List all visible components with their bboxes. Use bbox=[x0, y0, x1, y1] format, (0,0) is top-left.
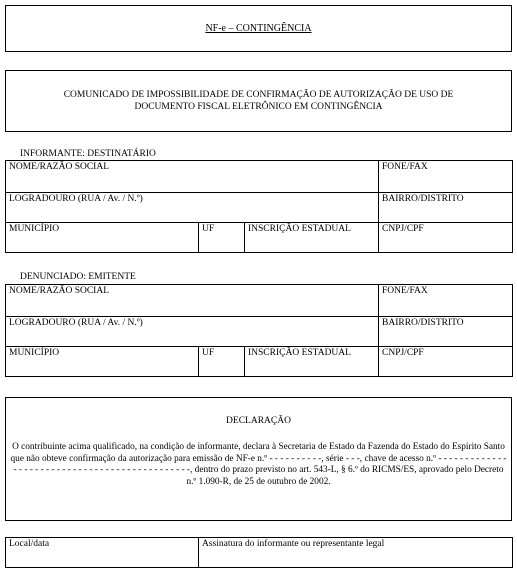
informante-name-field[interactable]: NOME/RAZÃO SOCIAL bbox=[6, 161, 379, 193]
informante-address-field[interactable]: LOGRADOURO (RUA / Av. / N.º) bbox=[6, 193, 379, 223]
denunciado-phone-field[interactable]: FONE/FAX bbox=[379, 285, 513, 317]
denunciado-city-field[interactable]: MUNICÍPIO bbox=[6, 347, 199, 377]
informante-label: INFORMANTE: DESTINATÁRIO bbox=[20, 149, 156, 159]
denunciado-uf-field[interactable]: UF bbox=[199, 347, 245, 377]
communication-heading: COMUNICADO DE IMPOSSIBILIDADE DE CONFIRMAÇÃO DE AUTORIZAÇÃO DE USO DE DOCUMENTO FISCAL ELETRÔNICO EM CONTINGÊNCIA bbox=[63, 90, 454, 112]
communication-box bbox=[5, 70, 512, 132]
title-box bbox=[5, 5, 512, 52]
denunciado-district-field[interactable]: BAIRRO/DISTRITO bbox=[379, 317, 513, 347]
denunciado-address-field[interactable]: LOGRADOURO (RUA / Av. / N.º) bbox=[6, 317, 379, 347]
declaration-title: DECLARAÇÃO bbox=[226, 416, 291, 426]
denunciado-name-field[interactable]: NOME/RAZÃO SOCIAL bbox=[6, 285, 379, 317]
declaration-box bbox=[5, 397, 512, 521]
declaration-body: O contribuinte acima qualificado, na condição de informante, declara à Secretaria de Estado da Fazenda do Estado do Espírito Santo que não obteve confirmação da autorização para emissão de NF-e n.º - - - - - - - - - -, série - - -, chave de acesso n.º - - - - - - - - - - - - - - - - - - - - - - - - - - - - - - - - - - - - - - - - - - - - - -, dentro do prazo previsto no art. 543-L, § 6.º do RICMS/ES, aprovado pelo Decreto n.º 1.090-R, de 25 de outubro de 2002. bbox=[10, 442, 507, 487]
denunciado-table bbox=[5, 284, 513, 377]
signature-table bbox=[5, 537, 513, 568]
informante-uf-field[interactable]: UF bbox=[199, 223, 245, 253]
informante-phone-field[interactable]: FONE/FAX bbox=[379, 161, 513, 193]
place-date-field[interactable]: Local/data bbox=[6, 538, 199, 568]
informante-table bbox=[5, 160, 513, 253]
informante-district-field[interactable]: BAIRRO/DISTRITO bbox=[379, 193, 513, 223]
document-title: NF-e – CONTINGÊNCIA bbox=[205, 23, 312, 34]
denunciado-cnpj-field[interactable]: CNPJ/CPF bbox=[379, 347, 513, 377]
denunciado-label: DENUNCIADO: EMITENTE bbox=[20, 272, 136, 282]
informante-cnpj-field[interactable]: CNPJ/CPF bbox=[379, 223, 513, 253]
informante-city-field[interactable]: MUNICÍPIO bbox=[6, 223, 199, 253]
signature-field[interactable]: Assinatura do informante ou representante legal bbox=[199, 538, 513, 568]
denunciado-state-reg-field[interactable]: INSCRIÇÃO ESTADUAL bbox=[245, 347, 379, 377]
informante-state-reg-field[interactable]: INSCRIÇÃO ESTADUAL bbox=[245, 223, 379, 253]
